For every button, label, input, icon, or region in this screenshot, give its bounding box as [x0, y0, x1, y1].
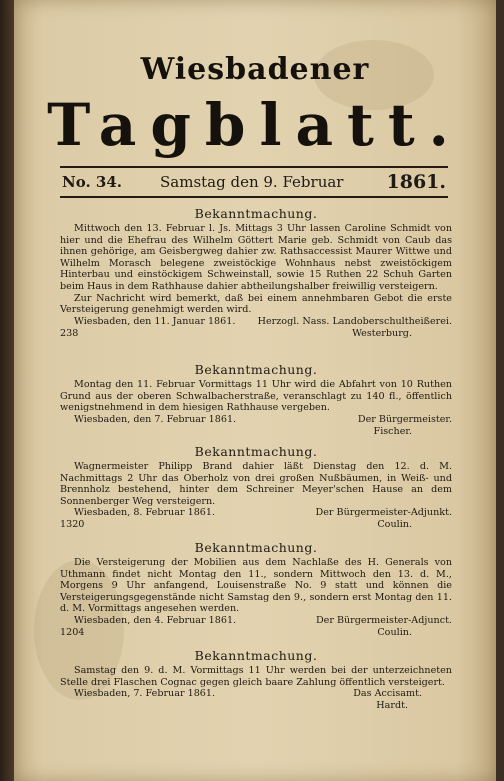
notice-signature-row	[60, 426, 452, 438]
notice-text: Wagnermeister Philipp Brand dahier läßt Dienstag den 12. d. M. Nachmittags 2 Uhr das Oberholz von drei großen Nußbäumen, in Weiß- und Brennholz bestehend, hinter dem Schreiner Meyer'schen Hause an dem Sonnenberger Weg versteigern.	[60, 461, 452, 507]
notice-signer: Coulin.	[377, 519, 412, 531]
notice-place-date: Wiesbaden, 8. Februar 1861.	[74, 507, 216, 519]
notice	[60, 648, 452, 712]
notice-text: Zur Nachricht wird bemerkt, daß bei einem annehmbaren Gebot die erste Versteigerung genehmigt werden wird.	[60, 292, 452, 316]
notice-office: Der Bürgermeister-Adjunct.	[315, 614, 452, 626]
notice-office: Herzogl. Nass. Landoberschultheißerei.	[257, 315, 452, 327]
notice-number: 238	[60, 327, 79, 339]
notice-text: Montag den 11. Februar Vormittags 11 Uhr wird die Abfahrt von 10 Ruthen Grund aus der oberen Schwalbacherstraße, veranschlagt zu 140 fl., öffentlich wenigstnehmend in dem hiesigen Rathhause vergeben.	[60, 379, 452, 414]
issue-year: 1861.	[386, 171, 446, 193]
rule-top	[60, 166, 448, 168]
masthead-city: Wiesbadener	[140, 52, 370, 87]
notice-text: Die Versteigerung der Mobilien aus dem Nachlaße des H. Generals von Uthmann findet nicht Montag den 11., sondern Mittwoch den 13. d. M., Morgens 9 Uhr anfangend, Louisenstraße No. 9 statt und können die Versteigerungsgegenstände nicht Samstag den 9., sondern erst Montag den 11. d. M. Vormittags angesehen werden.	[60, 557, 452, 615]
notice-heading: Bekanntmachung.	[194, 540, 318, 555]
notice-signature-row	[60, 627, 452, 639]
notice-office: Das Accisamt.	[353, 688, 422, 700]
notice-signature-row	[60, 414, 452, 426]
notice-place-date: Wiesbaden, den 7. Februar 1861.	[74, 413, 237, 425]
notice-signature-row	[60, 700, 452, 712]
notice-heading: Bekanntmachung.	[194, 444, 318, 459]
rule-bottom	[60, 196, 448, 198]
notice-signature-row	[60, 507, 452, 519]
notice	[60, 362, 452, 438]
notice	[60, 206, 452, 340]
notice-signature-row	[60, 519, 452, 531]
notice-heading: Bekanntmachung.	[194, 206, 318, 221]
notice-signature-row	[60, 688, 452, 700]
notice	[60, 540, 452, 639]
notice-office: Der Bürgermeister.	[357, 413, 452, 425]
notice-signature-row	[60, 615, 452, 627]
notice-text: Samstag den 9. d. M. Vormittags 11 Uhr werden bei der unterzeichneten Stelle drei Flaschen Cognac gegen gleich baare Zahlung öffentlich versteigert.	[60, 665, 452, 688]
notice-signer: Hardt.	[376, 700, 408, 712]
masthead-title: Tagblatt.	[47, 91, 463, 159]
notice-signer: Westerburg.	[352, 327, 412, 339]
newspaper-page	[14, 0, 496, 781]
notice-place-date: Wiesbaden, den 11. Januar 1861.	[74, 315, 236, 327]
notice-text: Mittwoch den 13. Februar l. Js. Mittags 3 Uhr lassen Caroline Schmidt von hier und die Ehefrau des Wilhelm Göttert Marie geb. Schmidt von Caub das ihnen gehörige, am Geisbergweg dahier zw. Rathsaccessist Maurer Wittwe und Wilhelm Morasch belegene zweistöckige Wohnhaus nebst zweistöckigem Hinterbau und einstöckigem Schweinstall, sowie 15 Ruthen 22 Schuh Garten beim Haus in dem Rathhause dahier abtheilungshalber freiwillig versteigern.	[60, 223, 452, 292]
notice-heading: Bekanntmachung.	[194, 648, 318, 663]
notice	[60, 444, 452, 531]
dateline	[60, 170, 448, 194]
notice-number: 1204	[60, 626, 85, 638]
issue-date: Samstag den 9. Februar	[160, 173, 344, 191]
notice-signature-row	[60, 328, 452, 340]
notice-signature-row	[60, 316, 452, 328]
notice-heading: Bekanntmachung.	[194, 362, 318, 377]
notice-office: Der Bürgermeister-Adjunkt.	[315, 507, 452, 519]
issue-number: No. 34.	[62, 173, 122, 191]
notice-place-date: Wiesbaden, den 4. Februar 1861.	[74, 614, 237, 626]
notice-signer: Fischer.	[373, 425, 412, 437]
notice-place-date: Wiesbaden, 7. Februar 1861.	[74, 688, 216, 700]
notice-signer: Coulin.	[377, 626, 412, 638]
book-spine	[0, 0, 14, 781]
notice-number: 1320	[60, 519, 85, 531]
